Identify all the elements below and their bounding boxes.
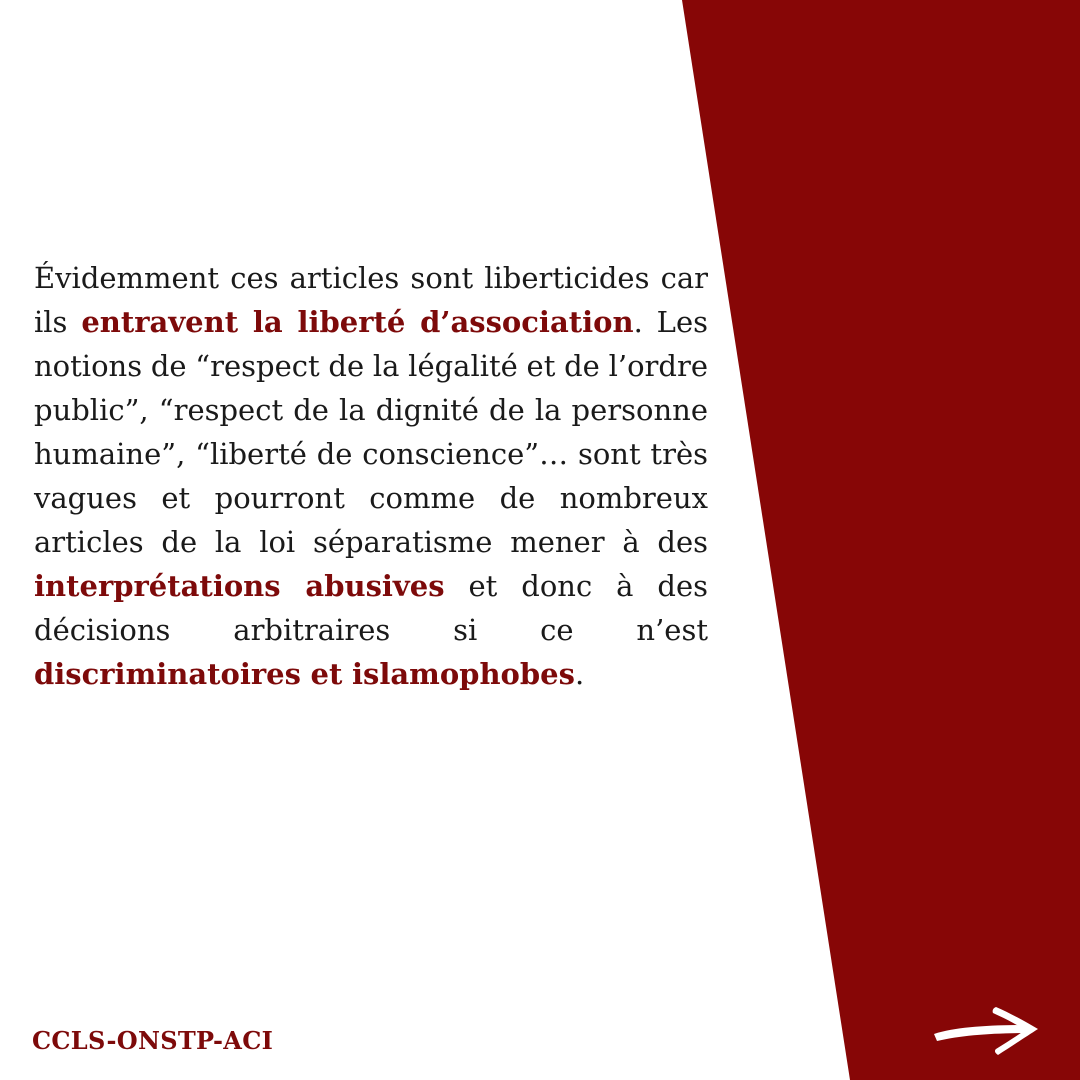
arrow-right-icon[interactable] <box>928 1002 1044 1058</box>
highlight-abusive-interpretations: interprétations abusives <box>34 569 445 603</box>
paragraph-middle-2: et donc à des décisions arbitraires si ce n’est <box>34 569 709 647</box>
organization-name: CCLS-ONSTP-ACI <box>32 1026 274 1055</box>
paragraph-end: . <box>574 657 585 691</box>
body-paragraph <box>34 256 708 696</box>
highlight-discriminatory-islamophobic: discriminatoires et islamophobes <box>34 657 575 691</box>
highlight-freedom-of-association: entravent la liberté d’association <box>81 305 634 339</box>
panel-shape <box>682 0 1080 1080</box>
paragraph-intro: Évidemment ces articles sont liberticides car ils <box>34 261 708 339</box>
paragraph-middle-1: . Les notions de “respect de la légalité et de l’ordre public”, “respect de la dignité de la personne humaine”, “liberté de conscience”… sont très vagues et pourront comme de nombreux articles de la loi séparatisme mener à des <box>34 305 708 559</box>
